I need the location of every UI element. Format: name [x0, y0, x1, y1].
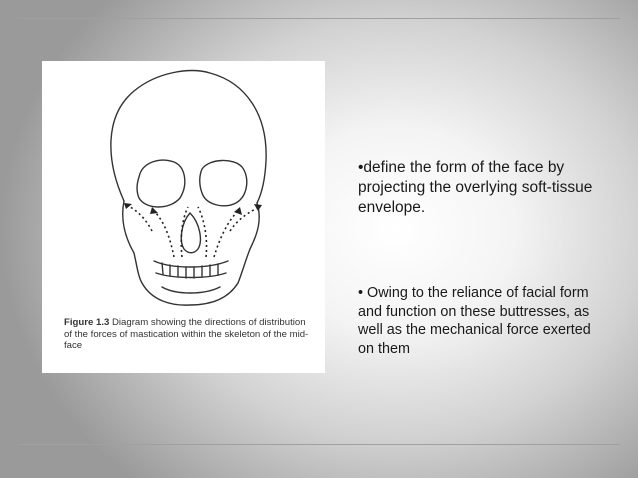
figure-caption-text: Diagram showing the directions of distribution of the forces of mastication within the skeleton of the mid-face: [64, 317, 309, 352]
bullet-text-2: • Owing to the reliance of facial form and function on these buttresses, as well as the mechanical force exerted on them: [358, 285, 591, 357]
figure-caption: [64, 317, 314, 352]
nasal-aperture: [181, 213, 200, 253]
upper-teeth: [154, 261, 228, 267]
top-divider: [18, 18, 620, 19]
right-orbit: [200, 160, 247, 205]
cranium-outline: [111, 71, 266, 203]
figure-label: Figure 1.3: [64, 317, 110, 328]
bottom-divider: [18, 444, 620, 445]
skull-figure: [42, 61, 325, 373]
left-orbit: [137, 160, 185, 207]
bullet-text-1: •define the form of the face by projecting the overlying soft-tissue envelope.: [358, 159, 593, 216]
